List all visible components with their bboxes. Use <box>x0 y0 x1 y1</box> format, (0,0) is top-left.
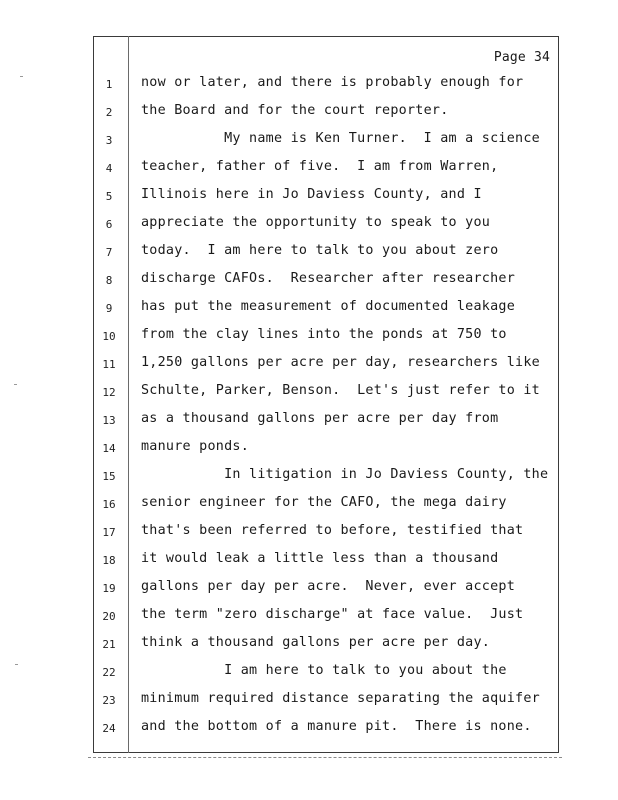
line-number: 9 <box>105 302 113 315</box>
line-number: 21 <box>102 638 116 651</box>
line-number: 4 <box>105 162 113 175</box>
line-number: 2 <box>105 106 113 119</box>
line-number-rule <box>128 36 129 753</box>
line-number: 17 <box>102 526 116 539</box>
line-text: In litigation in Jo Daviess County, the <box>141 467 549 482</box>
line-number: 18 <box>102 554 116 567</box>
line-text: minimum required distance separating the aquifer <box>141 691 540 706</box>
line-number: 22 <box>102 666 116 679</box>
scan-speck <box>20 76 23 77</box>
line-text: it would leak a little less than a thousand <box>141 551 499 566</box>
line-text: gallons per day per acre. Never, ever accept <box>141 579 516 594</box>
line-text: Illinois here in Jo Daviess County, and I <box>141 187 482 202</box>
line-text: has put the measurement of documented leakage <box>141 299 516 314</box>
line-text: teacher, father of five. I am from Warren, <box>141 159 499 174</box>
line-number: 6 <box>105 218 113 231</box>
scan-speck <box>15 664 18 665</box>
line-number: 23 <box>102 694 116 707</box>
line-number: 14 <box>102 442 116 455</box>
page-number: Page 34 <box>493 50 550 65</box>
line-number: 3 <box>105 134 113 147</box>
line-text: from the clay lines into the ponds at 750 to <box>141 327 507 342</box>
line-text: Schulte, Parker, Benson. Let's just refer to it <box>141 383 540 398</box>
line-number: 1 <box>105 78 113 91</box>
line-text: senior engineer for the CAFO, the mega dairy <box>141 495 507 510</box>
line-number: 13 <box>102 414 116 427</box>
line-text: 1,250 gallons per acre per day, researchers like <box>141 355 540 370</box>
line-number: 8 <box>105 274 113 287</box>
line-text: manure ponds. <box>141 439 250 454</box>
line-text: My name is Ken Turner. I am a science <box>141 131 540 146</box>
line-text: the Board and for the court reporter. <box>141 103 449 118</box>
line-text: the term "zero discharge" at face value. Just <box>141 607 524 622</box>
bottom-rule <box>88 757 562 758</box>
line-text: today. I am here to talk to you about zero <box>141 243 499 258</box>
scan-speck <box>14 384 17 385</box>
line-text: and the bottom of a manure pit. There is none. <box>141 719 532 734</box>
line-text: discharge CAFOs. Researcher after researcher <box>141 271 516 286</box>
line-text: appreciate the opportunity to speak to you <box>141 215 491 230</box>
line-number: 11 <box>102 358 116 371</box>
line-number: 7 <box>105 246 113 259</box>
line-number: 20 <box>102 610 116 623</box>
line-number: 15 <box>102 470 116 483</box>
line-number: 5 <box>105 190 113 203</box>
line-text: I am here to talk to you about the <box>141 663 507 678</box>
line-text: as a thousand gallons per acre per day from <box>141 411 499 426</box>
line-text: now or later, and there is probably enough for <box>141 75 524 90</box>
line-text: that's been referred to before, testified that <box>141 523 524 538</box>
line-number: 24 <box>102 722 116 735</box>
line-text: think a thousand gallons per acre per day. <box>141 635 491 650</box>
line-number: 12 <box>102 386 116 399</box>
line-number: 10 <box>102 330 116 343</box>
line-number: 19 <box>102 582 116 595</box>
line-number: 16 <box>102 498 116 511</box>
